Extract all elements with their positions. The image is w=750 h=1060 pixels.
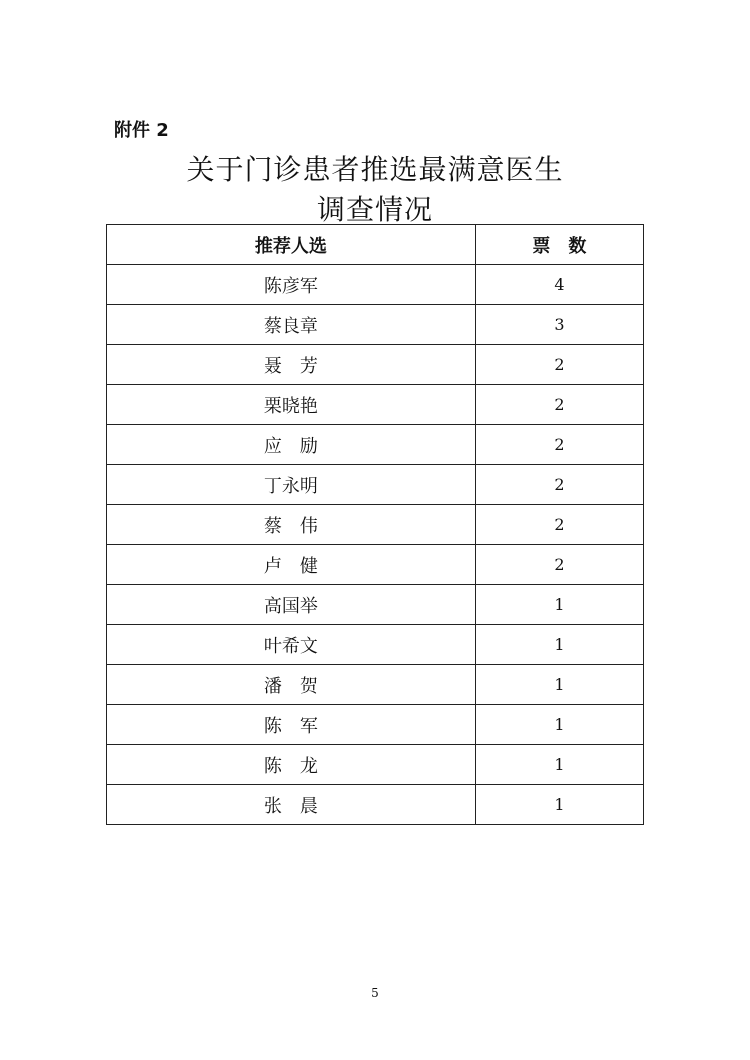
table-row xyxy=(107,545,644,585)
candidate-name: 卢 健 xyxy=(107,545,476,585)
vote-count: 2 xyxy=(475,425,643,465)
candidate-name: 张 晨 xyxy=(107,785,476,825)
header-votes: 票 数 xyxy=(475,225,643,265)
table-row xyxy=(107,705,644,745)
vote-count: 4 xyxy=(475,265,643,305)
vote-count: 1 xyxy=(475,745,643,785)
vote-count: 2 xyxy=(475,505,643,545)
attachment-label: 附件 2 xyxy=(114,120,169,141)
candidate-name: 潘 贺 xyxy=(107,665,476,705)
candidate-name: 陈 龙 xyxy=(107,745,476,785)
vote-count: 1 xyxy=(475,585,643,625)
table-body xyxy=(107,265,644,825)
candidate-name: 叶希文 xyxy=(107,625,476,665)
table-row xyxy=(107,385,644,425)
vote-count: 2 xyxy=(475,545,643,585)
document-title: 关于门诊患者推选最满意医生 xyxy=(186,153,564,186)
vote-count: 1 xyxy=(475,665,643,705)
table-row xyxy=(107,785,644,825)
vote-count: 2 xyxy=(475,385,643,425)
table-row xyxy=(107,465,644,505)
table-header-row xyxy=(107,225,644,265)
vote-count: 2 xyxy=(475,345,643,385)
table-row xyxy=(107,305,644,345)
table-row xyxy=(107,745,644,785)
table-row xyxy=(107,625,644,665)
candidate-name: 蔡 伟 xyxy=(107,505,476,545)
document-subtitle: 调查情况 xyxy=(316,193,433,226)
candidate-name: 陈彦军 xyxy=(107,265,476,305)
candidate-name: 蔡良章 xyxy=(107,305,476,345)
candidate-name: 高国举 xyxy=(107,585,476,625)
candidate-name: 聂 芳 xyxy=(107,345,476,385)
candidate-name: 栗晓艳 xyxy=(107,385,476,425)
table-row xyxy=(107,505,644,545)
vote-count: 3 xyxy=(475,305,643,345)
vote-count: 1 xyxy=(475,705,643,745)
candidate-name: 丁永明 xyxy=(107,465,476,505)
vote-count: 1 xyxy=(475,785,643,825)
table-row xyxy=(107,585,644,625)
candidate-name: 陈 军 xyxy=(107,705,476,745)
vote-count: 1 xyxy=(475,625,643,665)
table-row xyxy=(107,265,644,305)
vote-table xyxy=(106,224,644,825)
table-row xyxy=(107,665,644,705)
vote-count: 2 xyxy=(475,465,643,505)
header-candidate: 推荐人选 xyxy=(107,225,476,265)
candidate-name: 应 励 xyxy=(107,425,476,465)
table-row xyxy=(107,425,644,465)
page-number: 5 xyxy=(371,986,379,1000)
table-row xyxy=(107,345,644,385)
